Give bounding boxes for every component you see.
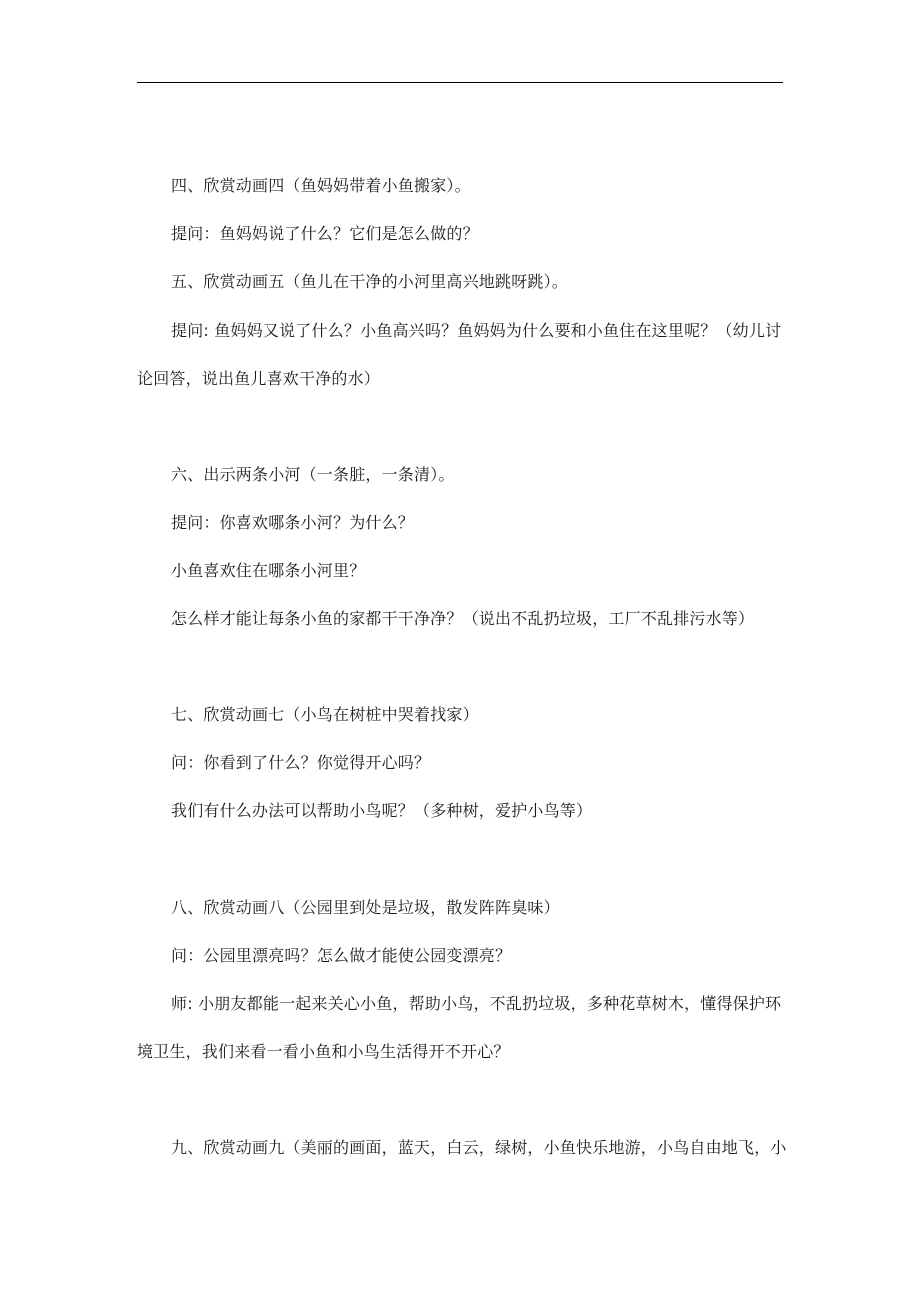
paragraph-teacher-cont: 境卫生，我们来看一看小鱼和小鸟生活得开不开心？ <box>137 1042 510 1061</box>
paragraph-section-6: 六、出示两条小河（一条脏，一条清）。 <box>171 465 455 484</box>
paragraph-question-8: 问：公园里漂亮吗？怎么做才能使公园变漂亮？ <box>171 946 512 965</box>
paragraph-question-5-cont: 论回答，说出鱼儿喜欢干净的水） <box>137 369 381 388</box>
paragraph-question-7b: 我们有什么办法可以帮助小鸟呢？（多种树，爱护小鸟等） <box>171 801 593 820</box>
header-rule <box>137 82 783 83</box>
paragraph-section-5: 五、欣赏动画五（鱼儿在干净的小河里高兴地跳呀跳）。 <box>171 272 569 291</box>
paragraph-question-4: 提问：鱼妈妈说了什么？它们是怎么做的？ <box>171 224 479 243</box>
paragraph-teacher: 师: 小朋友都能一起来关心小鱼，帮助小鸟，不乱扔垃圾，多种花草树木，懂得保护环 <box>171 994 782 1013</box>
paragraph-question-6b: 小鱼喜欢住在哪条小河里？ <box>171 561 366 580</box>
paragraph-section-7: 七、欣赏动画七（小鸟在树桩中哭着找家） <box>171 705 479 724</box>
paragraph-question-6c: 怎么样才能让每条小鱼的家都干干净净？（说出不乱扔垃圾，工厂不乱排污水等） <box>171 609 755 628</box>
paragraph-section-8: 八、欣赏动画八（公园里到处是垃圾，散发阵阵臭味） <box>171 898 560 917</box>
paragraph-question-5: 提问: 鱼妈妈又说了什么？小鱼高兴吗？鱼妈妈为什么要和小鱼住在这里呢？（幼儿讨 <box>171 321 782 340</box>
paragraph-section-9: 九、欣赏动画九（美丽的画面，蓝天，白云，绿树，小鱼快乐地游，小鸟自由地飞，小 <box>171 1138 787 1157</box>
paragraph-section-4: 四、欣赏动画四（鱼妈妈带着小鱼搬家）。 <box>171 176 471 195</box>
paragraph-question-6: 提问：你喜欢哪条小河？为什么？ <box>171 513 415 532</box>
paragraph-question-7: 问：你看到了什么？你觉得开心吗？ <box>171 753 431 772</box>
